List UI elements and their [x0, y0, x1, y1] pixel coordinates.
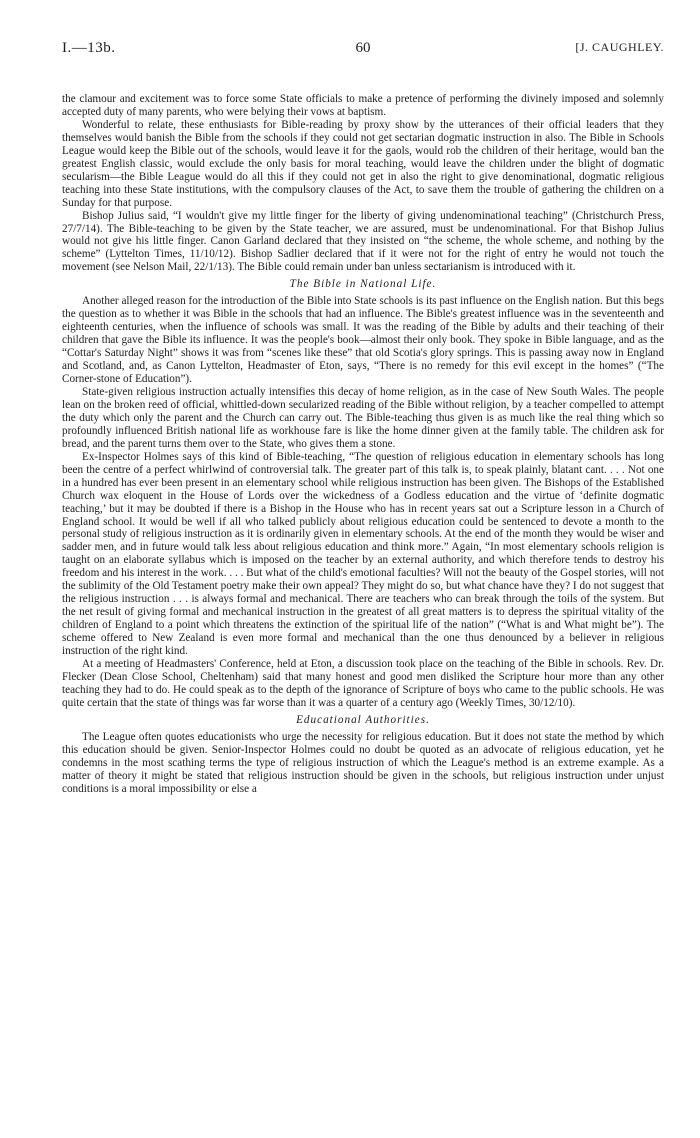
paragraph: the clamour and excitement was to force some State officials to make a pretence of performing the divinely imposed and solemnly accepted duty of many parents, who were belying their vows at baptism.: [62, 93, 664, 118]
witness-name: [J. CAUGHLEY.: [575, 40, 664, 54]
paragraph: Another alleged reason for the introduction of the Bible into State schools is its past influence on the English nation. But this begs the question as to whether it was Bible in the schools that had an influence. The Bible's greatest influence was in the seventeenth and eighteenth centuries, when the influence of schools was small. It was the reading of the Bible by adults and their teaching of their children that gave the Bible its influence. It was the people's book—almost their only book. They spoke in Bible language, and as the “Cottar's Saturday Night” shows it was from “scenes like these” that old Scotia's glory springs. This is passing away now in England and Scotland, and, as Canon Lyttelton, Headmaster of Eton, says, “There is no remedy for this evil except in the homes” (“The Corner-stone of Education”).: [62, 295, 664, 386]
paragraph: Bishop Julius said, “I wouldn't give my little finger for the liberty of giving undenominational teaching” (Christchurch Press, 27/7/14). The Bible-teaching to be given by the State teacher, we are assured, must be undenominational. For that Bishop Julius would not give his little finger. Canon Garland declared that they insisted on “the scheme, the whole scheme, and nothing by the scheme” (Lyttelton Times, 11/10/12). Bishop Sadlier declared that if it were not for the right of entry he would not touch the movement (see Nelson Mail, 22/1/13). The Bible could remain under ban unless sectarianism is introduced with it.: [62, 209, 664, 274]
paragraph: At a meeting of Headmasters' Conference, held at Eton, a discussion took place on the teaching of the Bible in schools. Rev. Dr. Flecker (Dean Close School, Cheltenham) said that many honest and good men disliked the Scripture hour more than any other teaching they had to do. He could speak as to the depth of the ignorance of Scripture of boys who came to the public schools. He was quite certain that the state of things was far worse than it was a quarter of a century ago (Weekly Times, 30/12/10).: [62, 657, 664, 709]
paper-reference: I.—13b.: [62, 40, 116, 56]
paragraph: Wonderful to relate, these enthusiasts for Bible-reading by proxy show by the utterances of their official leaders that they themselves would banish the Bible from the schools if they could not get sectarian dogmatic instruction in also. The Bible in Schools League would keep the Bible out of the schools, would leave it for the gaols, would rob the children of their heritage, would ban the greatest English classic, would exclude the only basis for moral teaching, would leave the children under the blight of dogmatic secularism—the Bible League would do all this if they could not get in also the right to give denominational, dogmatic religious teaching into these State institutions, with the compulsory clauses of the Act, to save them the trouble of gathering the children on a Sunday for that purpose.: [62, 118, 664, 209]
body-text: [62, 93, 664, 796]
page-header: [62, 40, 664, 64]
section-heading: Educational Authorities.: [296, 713, 430, 726]
paragraph: The League often quotes educationists who urge the necessity for religious education. But it does not state the method by which this education should be given. Senior-Inspector Holmes could no doubt be quoted as an advocate of religious education, yet he condemns in the most scathing terms the type of religious instruction of which the League's method is an extreme example. As a matter of theory it might be stated that religious instruction should be given in the schools, but religious instruction under unjust conditions is a moral impossibility or else a: [62, 730, 664, 795]
paragraph: State-given religious instruction actually intensifies this decay of home religion, as in the case of New South Wales. The people lean on the broken reed of official, whittled-down secularized reading of the Bible without religion, by a teacher compelled to attempt the duty which only the parent and the Church can carry out. The Bible-teaching thus given is as much like the real thing which so profoundly influenced British national life as workhouse fare is like the home dinner given at the family table. The children ask for bread, and the parent turns them over to the State, who gives them a stone.: [62, 385, 664, 450]
document-page: [62, 40, 664, 796]
section-heading: The Bible in National Life.: [289, 278, 437, 291]
paragraph: Ex-Inspector Holmes says of this kind of Bible-teaching, “The question of religious education in elementary schools has long been the centre of a perfect whirlwind of controversial talk. The greater part of this talk is, to speak plainly, blatant cant. . . . Not one in a hundred has ever been present in an elementary school while religious instruction has been given. The Bishops of the Established Church wax eloquent in the House of Lords over the wickedness of a Godless education and the virtue of ‘definite dogmatic teaching,’ but it may be doubted if there is a Bishop in the House who has in recent years sat out a Scripture lesson in a Church of England school. It would be well if all who talked publicly about religious education could be sentenced to devote a month to the personal study of religious instruction as it is ordinarily given in elementary schools. At the end of the month they would be wiser and sadder men, and in future would talk less about religious education and think more.” Again, “In most elementary schools religion is taught on an elaborate syllabus which is imposed on the teacher by an external authority, and which therefore tends to destroy his freedom and his interest in the work. . . . But what of the child's emotional faculties? Will not the beauty of the Gospel stories, will not the sublimity of the Old Testament poetry make their own appeal? They might do so, but what chance have they? I do not suggest that the religious instruction . . . is always formal and mechanical. There are teachers who can break through the toils of the system. But the net result of giving formal and mechanical instruction in the greatest of all great matters is to depress the spiritual vitality of the children of England to a point which threatens the extinction of the spiritual life of the nation” (“What is and What might be”). The scheme offered to New Zealand is even more formal and mechanical than the one thus denounced by a believer in religious instruction of the right kind.: [62, 450, 664, 658]
page-number: 60: [355, 40, 371, 56]
